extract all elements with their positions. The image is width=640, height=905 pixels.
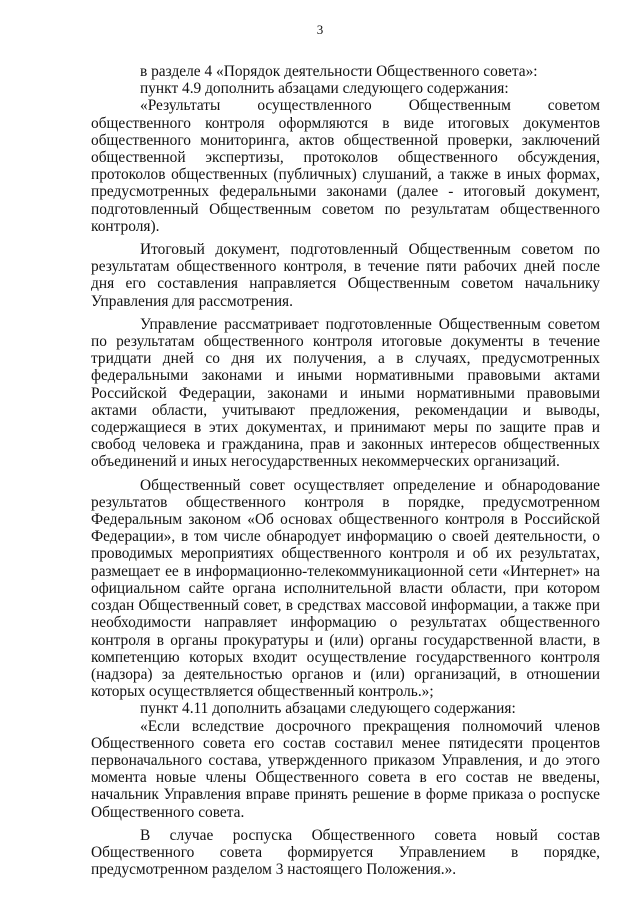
paragraph-final-document: Итоговый документ, подготовленный Общественным советом по результатам общественного контроля, в течение пяти рабочих дней после дня его составления направляется Общественным советом начальнику Управления для рассмотрения. bbox=[91, 241, 600, 310]
paragraph-administration-review: Управление рассматривает подготовленные Общественным советом по результатам общественного контроля итоговые документы в течение тридцати дней со дня их получения, а в случаях, предусмотренных федеральными законами и иными нормативными правовыми актами Российской Федерации, законами и иными нормативными правовыми актами области, учитывают предложения, рекомендации и выводы, содержащиеся в этих документах, и принимают меры по защите прав и свобод человека и гражданина, прав и законных интересов общественных объединений и иных негосударственных некоммерческих организаций. bbox=[91, 315, 600, 471]
paragraph-dissolution: В случае роспуска Общественного совета новый состав Общественного совета формируется Управлением в порядке, предусмотренном разделом 3 настоящего Положения.». bbox=[91, 826, 600, 879]
paragraph-early-termination: «Если вследствие досрочного прекращения полномочий членов Общественного совета его состав составил менее пятидесяти процентов первоначального состава, утвержденного приказом Управления, и до этого момента новые члены Общественного совета в его состав не введены, начальник Управления вправе принять решение в форме приказа о роспуске Общественного совета. bbox=[91, 717, 600, 821]
paragraph-section-4-intro: в разделе 4 «Порядок деятельности Общественного совета»: bbox=[140, 63, 538, 80]
paragraph-point-4-11-intro: пункт 4.11 дополнить абзацами следующего содержания: bbox=[140, 700, 516, 718]
paragraph-publication: Общественный совет осуществляет определение и обнародование результатов общественного контроля в порядке, предусмотренном Федеральным законом «Об основах общественного контроля в Российской Федерации», в том числе обнародует информацию о своей деятельности, о проводимых мероприятиях общественного контроля и об их результатах, размещает ее в информационно-телекоммуникационной сети «Интернет» на официальном сайте органа исполнительной власти области, при котором создан Общественный совет, в средствах массовой информации, а также при необходимости направляет информацию о результатах общественного контроля в органы прокуратуры и (или) органы государственной власти, в компетенцию которых входит осуществление государственного контроля (надзора) за деятельностью органов и (или) организаций, в отношении которых осуществляется общественный контроль.»; bbox=[91, 476, 600, 701]
page-number: 3 bbox=[316, 22, 324, 37]
document-body bbox=[91, 63, 600, 878]
paragraph-control-results: «Результаты осуществленного Общественным советом общественного контроля оформляются в виде итоговых документов общественного мониторинга, актов общественной проверки, заключений общественной экспертизы, протоколов общественного обсуждения, протоколов общественных (публичных) слушаний, а также в иных формах, предусмотренных федеральными законами (далее - итоговый документ, подготовленный Общественным советом по результатам общественного контроля). bbox=[91, 97, 600, 235]
paragraph-point-4-9-intro: пункт 4.9 дополнить абзацами следующего содержания: bbox=[140, 80, 509, 98]
